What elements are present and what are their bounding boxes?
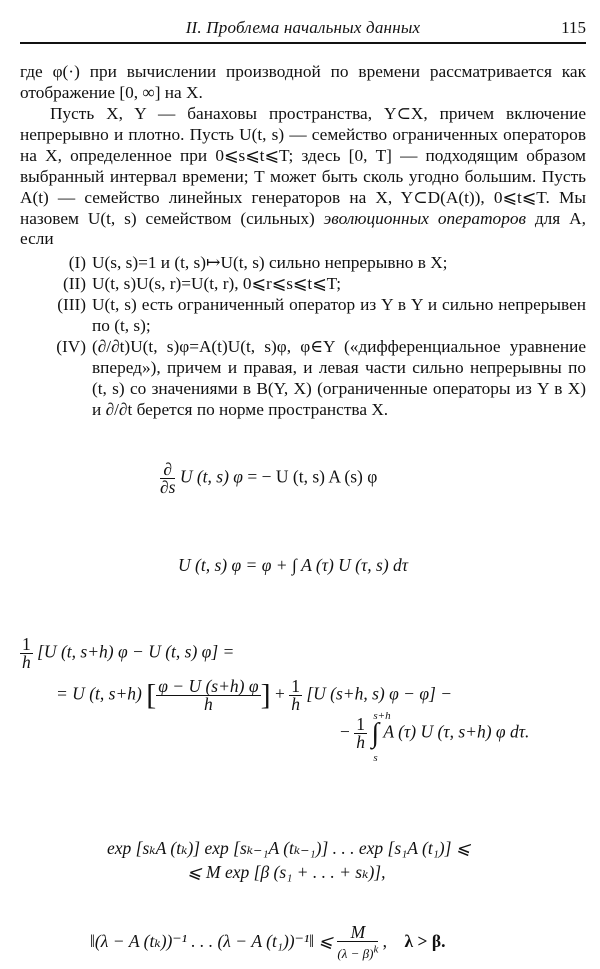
paragraph-2-text: Пусть X, Y — банаховы пространства, Y⊂X, причем включение непрерывно и плотно. Пусть U(t, s) — семейство ограниченных операторов на X, определенное при 0⩽s⩽t⩽T; здесь [0, T] — подходящим образом выбранный интервал времени; T может быть сколь угодно большим. Пусть A(t) — семейство линейных генераторов на X, Y⊂D(A(t)), 0⩽t⩽T. Мы назовем U(t, s) семейством (сильных) [20,104,586,228]
equation-resolvent: ‖(λ − A (tₖ))⁻¹ . . . (λ − A (t₁))⁻¹‖ ⩽ $\frac{M}{(\lambda - \beta)^k}$ , λ > β. [90,922,446,962]
condition-text: U(t, s) есть ограниченный оператор из Y в Y и сильно непрерывен по (t, s); [92,295,586,335]
condition-number: (III) [57,295,86,314]
equation-integral: U (t, s) φ = φ + ∫ A (τ) U (τ, s) dτ [178,555,409,575]
running-header [20,6,586,44]
equation-stability-line1: exp [sₖA (tₖ)] exp [sₖ₋₁A (tₖ₋₁)] . . . exp [s₁A (t₁)] ⩽ [107,838,471,858]
equation-difference-line3: − $\frac{1}{h}$ ∫ s+h s A (τ) U (τ, s+h) φ dτ. [340,709,530,764]
condition-item [20,273,586,294]
difference-line2-left: = U (t, s+h) [56,683,142,704]
condition-item [20,336,586,420]
paragraph-1-text: где φ(·) при вычислении производной по времени рассматривается как отображение [0, ∞] на X. [20,62,586,102]
condition-number: (I) [68,253,86,272]
condition-number: (IV) [56,337,86,356]
condition-item [20,294,586,336]
condition-text: U(t, s)U(s, r)=U(t, r), 0⩽r⩽s⩽t⩽T; [92,274,342,293]
difference-line1-text: [U (t, s+h) φ − U (t, s) φ] = [37,641,235,662]
paragraph-2-tail: для A, если [20,208,586,249]
difference-line3-text: A (τ) U (τ, s+h) φ dτ. [383,721,530,742]
equation-backward: $\frac{\partial}{\partial s}$ U (t, s) φ = − U (t, s) A (s) φ [160,459,378,497]
difference-line2-right: [U (s+h, s) φ − φ] − [306,683,453,704]
chapter-title: II. Проблема начальных данных [185,18,421,37]
condition-text: (∂/∂t)U(t, s)φ=A(t)U(t, s)φ, φ∈Y («дифференциальное уравнение вперед»), причем и правая, и левая части сильно непрерывны по (t, s) со значениями в B(Y, X) (ограниченные операторы из Y в X) и ∂/∂t берется по норме пространства X. [92,337,586,419]
term-evolution-operators: эволюционных операторов [323,208,526,228]
condition-text: U(s, s)=1 и (t, s)↦U(t, s) сильно непрерывно в X; [92,253,448,272]
equation-backward-rhs: = − U (t, s) A (s) φ [247,466,378,487]
resolvent-condition: λ > β. [404,931,446,952]
equation-difference-line2: = U (t, s+h) [ $\frac{\varphi - U (s+h) \varphi}{h}$ ] + $\frac{1}{h}$ [U (s+h, s) φ − φ] − [56,676,453,714]
equation-difference-line1: $\frac{1}{h}$ [U (t, s+h) φ − U (t, s) φ] = [22,634,235,672]
equation-stability-line2: ⩽ M exp [β (s₁ + . . . + sₖ)], [187,862,386,882]
condition-item [20,252,586,273]
page-number: 115 [561,18,586,37]
condition-number: (II) [62,274,86,293]
resolvent-lhs: ‖(λ − A (tₖ))⁻¹ . . . (λ − A (t₁))⁻¹‖ ⩽ [90,931,334,952]
conditions-list [20,252,586,420]
paragraph-2 [20,104,586,250]
paragraph-1 [20,62,586,104]
